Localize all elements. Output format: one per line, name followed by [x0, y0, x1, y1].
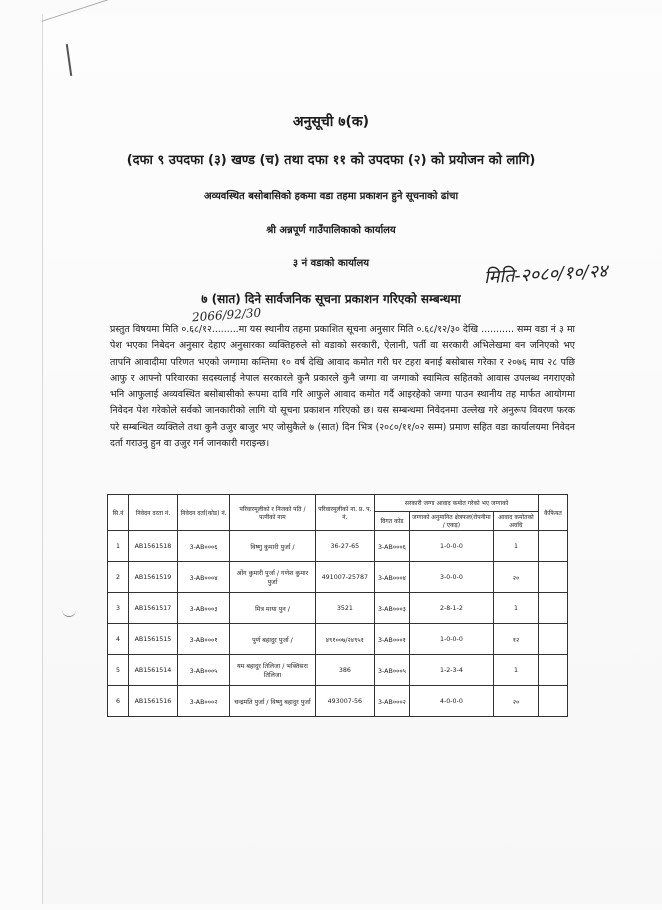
cell-land-code: 3-AB०००३ [375, 593, 410, 624]
cell-remarks [539, 624, 568, 655]
header-remarks: कैफियत [539, 495, 568, 531]
cell-citizenship: 386 [315, 655, 375, 686]
cell-years: २० [493, 686, 538, 717]
cell-application-no: AB1561515 [129, 624, 178, 655]
cell-land-area: 2-8-1-2 [409, 593, 493, 624]
cell-name: यम बहादुर तिलिजा / भक्तिसरा तिलिजा [230, 655, 315, 686]
cell-land-area: 4-0-0-0 [409, 686, 493, 717]
header-land-group: सरकारी जग्गा आवाद कमोत गरेको भए जग्गाको [375, 495, 539, 512]
cell-application-no: AB1561514 [129, 655, 178, 686]
office-name: श्री अन्नपूर्ण गाउँपालिकाको कार्यालय [266, 225, 396, 236]
table-row [108, 531, 568, 562]
cell-name: पुर्ण बहादुर पुर्जा / [230, 624, 315, 655]
table-row [108, 686, 568, 717]
cell-years: २० [493, 562, 538, 593]
cell-sn: 2 [108, 562, 129, 593]
cell-sn: 3 [108, 593, 129, 624]
cell-reg-no: 3-AB०००६ [177, 531, 229, 562]
cell-application-no: AB1561516 [129, 686, 178, 717]
cell-name: मित्र माया पुन / [230, 593, 315, 624]
cell-remarks [539, 531, 568, 562]
cell-sn: 6 [108, 686, 129, 717]
cell-sn: 1 [108, 531, 129, 562]
cell-citizenship: 3521 [315, 593, 375, 624]
cell-sn: 5 [108, 655, 129, 686]
cell-reg-no: 3-AB०००२ [177, 686, 229, 717]
table-row [108, 562, 568, 593]
cell-reg-no: 3-AB०००१ [177, 624, 229, 655]
notice-body: प्रस्तुत विषयमा मिति ०.६८/१२.........मा यस स्थानीय तहमा प्रकाशित सूचना अनुसार मिति ०.६८/१२/३० देखि ........... सम्म वडा नं ३ मा पेश भएका निबेदन अनुसार देहाए अनुसारका व्यक्तिहरुले सो वडाको सरकारी, ऐलानी, पर्ती वा सरकारी अभिलेखमा वन जनिएको भए तापनि आवादीमा परिणत भएको जग्गामा कम्तिमा १० वर्ष देखि आवाद कमोत गरी घर टहरा बनाई बसोबास गरेका र २०७६ माघ २८ पछि आफु र आफ्नो परिवारका सदस्यलाई नेपाल सरकारले कुनै प्रकारले कुनै जग्गा वा जग्गाको स्वामित्व सहितको आवास उपलब्ध नगराएको भनि आफुलाई अव्यवस्थित बसोबासीको रूपमा दावि गरि आफुले आवाद कमोत गर्दै आइरहेको जग्गा पाउन स्थानीय तह मार्फत आयोगमा निवेदन पेश गरेकोले सर्वको जानकारीको लागि यो सूचना प्रकाशन गरिएको छ। यस सम्बन्धमा निवेदनमा उल्लेख गरे अनुरूप विवरण फरक परे सम्बन्धित व्यक्तिले तथा कुनै उजुर बाजुर भए जोसुकैले ७ (सात) दिन भित्र (२०८०/११/०२ सम्म) प्रमाण सहित वडा कार्यालयमा निवेदन दर्ता गराउनु हुन वा उजुर गर्न जानकारी गराइन्छ। [110, 324, 575, 450]
header-land-area: जग्गाको अनुमानित क्षेत्रफल(रोपनीमा / एकड़) [409, 512, 493, 531]
handwritten-date: मिति-२०८०/१०/२४ [483, 260, 608, 289]
cell-reg-no: 3-AB०००४ [177, 562, 229, 593]
cell-citizenship: ४९१००७/२४९५१ [315, 624, 375, 655]
cell-land-area: 1-0-0-0 [409, 624, 493, 655]
cell-citizenship: 491007-25787 [315, 562, 375, 593]
cell-land-area: 3-0-0-0 [409, 562, 493, 593]
header-citizenship: परिवारमूलीको ना. प्र. प. नं. [315, 495, 375, 531]
cell-reg-no: 3-AB०००५ [177, 655, 229, 686]
cell-land-code: 3-AB०००५ [375, 655, 410, 686]
cell-sn: 4 [108, 624, 129, 655]
purpose-line: (दफा ९ उपदफा (३) खण्ड (च) तथा दफा ११ को उपदफा (२) को प्रयोजन को लागि) [126, 153, 536, 168]
cell-name: विष्णु कुमारी पुर्जा / [230, 531, 315, 562]
header-sn: सि.नं [108, 495, 129, 531]
cell-remarks [539, 593, 568, 624]
cell-years: 1 [493, 593, 538, 624]
ward-office-name: ३ नं वडाको कार्यालय [292, 258, 370, 269]
cell-remarks [539, 686, 568, 717]
cell-land-code: 3-AB०००६ [375, 531, 410, 562]
cell-application-no: AB1561518 [129, 531, 178, 562]
cell-remarks [539, 562, 568, 593]
header-name: परिवारमूलीको र निजको पति / पत्नीको नाम [230, 495, 315, 531]
cell-land-code: 3-AB०००१ [375, 624, 410, 655]
cell-citizenship: 493007-56 [315, 686, 375, 717]
cell-land-area: 1-2-3-4 [409, 655, 493, 686]
paper-edge [42, 14, 662, 904]
header-reg-no: निवेदन दर्ता(कोड) नं. [177, 495, 229, 531]
cell-remarks [539, 655, 568, 686]
cell-years: 1 [493, 531, 538, 562]
table-row [108, 624, 568, 655]
cell-name: ओंग कुमारी पुर्जा / गणेश कुमार पुर्जा [230, 562, 315, 593]
header-application-no: निवेदन दरता नं. [129, 495, 178, 531]
cell-reg-no: 3-AB०००३ [177, 593, 229, 624]
handwritten-date-small: 2066/92/30 [191, 305, 262, 325]
cell-application-no: AB1561519 [129, 562, 178, 593]
header-years: आवाद कमोतको अवधि [493, 512, 538, 531]
cell-land-code: 3-AB०००२ [375, 686, 410, 717]
table-row [108, 593, 568, 624]
cell-years: 1 [493, 655, 538, 686]
cell-land-area: 1-0-0-0 [409, 531, 493, 562]
cell-citizenship: 36-27-65 [315, 531, 375, 562]
cell-land-code: 3-AB०००४ [375, 562, 410, 593]
notice-title: ७ (सात) दिने सार्वजनिक सूचना प्रकाशन गरिएको सम्बन्धमा [201, 292, 461, 306]
table-row [108, 655, 568, 686]
format-title: अव्यवस्थित बसोबासिको हकमा वडा तहमा प्रकाशन हुने सूचनाको ढांचा [203, 191, 459, 202]
cell-application-no: AB1561517 [129, 593, 178, 624]
cell-years: १२ [493, 624, 538, 655]
header-land-code: विगत कोड [375, 512, 410, 531]
applicant-table [107, 494, 568, 717]
schedule-title: अनुसूची ७(क) [292, 114, 370, 130]
cell-name: चन्द्रमति पुर्जा / विष्णु बहादुर पुर्जा [230, 686, 315, 717]
